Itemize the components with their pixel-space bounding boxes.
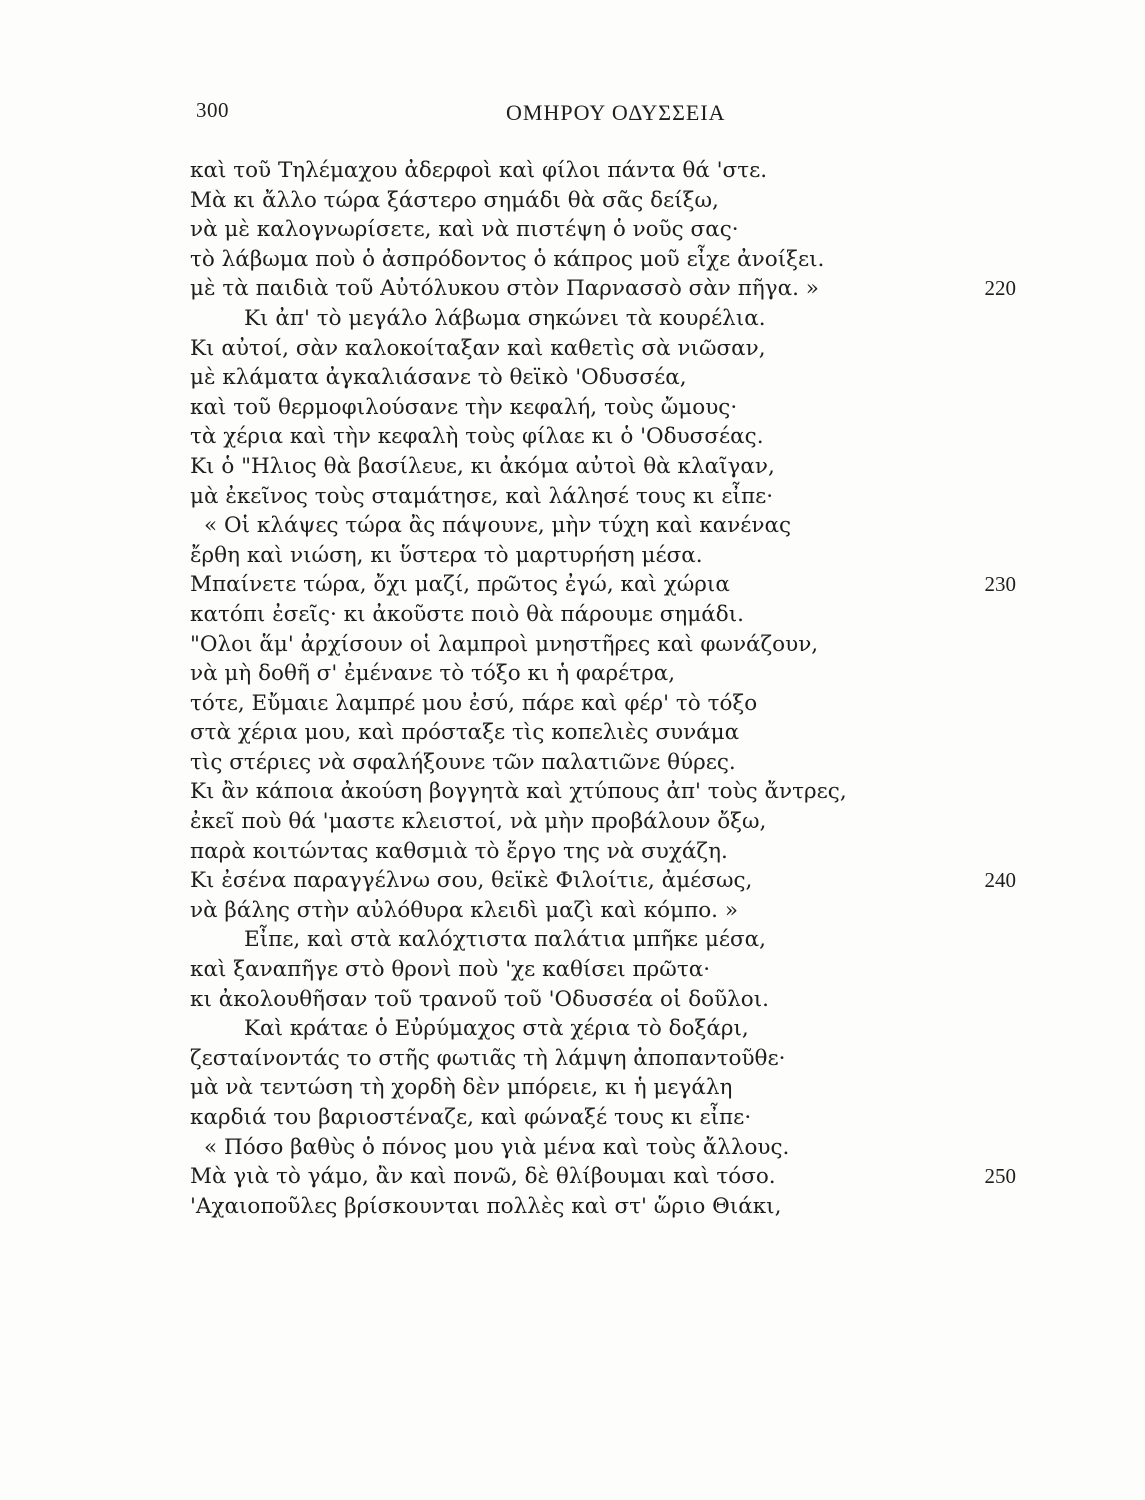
verse-text: τὸ λάβωμα ποὺ ὁ ἀσπρόδοντος ὁ κάπρος μοῦ εἶχε ἀνοίξει. (190, 246, 825, 272)
verse-line (190, 1162, 1030, 1192)
verse-line (190, 1133, 1030, 1163)
verse-text: τότε, Εὔμαιε λαμπρέ μου ἐσύ, πάρε καὶ φέρ' τὸ τόξο (190, 690, 758, 716)
verse-line (190, 393, 1030, 423)
verse-line (190, 274, 1030, 304)
verse-text: Κι αὐτοί, σὰν καλοκοίταξαν καὶ καθετὶς σὰ νιῶσαν, (190, 335, 766, 361)
verse-text: ἐκεῖ ποὺ θά 'μαστε κλειστοί, νὰ μὴν προβάλουν ὄξω, (190, 809, 767, 835)
verse-line (190, 777, 1030, 807)
running-head (196, 98, 756, 130)
verse-text: νὰ βάλης στὴν αὐλόθυρα κλειδὶ μαζὶ καὶ κόμπο. » (190, 897, 738, 923)
line-number: 230 (984, 572, 1016, 597)
verse-line (190, 1073, 1030, 1103)
verse-text: νὰ μὲ καλογνωρίσετε, καὶ νὰ πιστέψη ὁ νοῦς σας· (190, 217, 739, 243)
verse-line (190, 985, 1030, 1015)
verse-text: Κι ὁ "Ηλιος θὰ βασίλευε, κι ἀκόμα αὐτοὶ θὰ κλαῖγαν, (190, 453, 775, 479)
verse-text: καὶ ξαναπῆγε στὸ θρονὶ ποὺ 'χε καθίσει πρῶτα· (190, 957, 711, 983)
verse-text: Μὰ γιὰ τὸ γάμο, ἂν καὶ πονῶ, δὲ θλίβουμαι καὶ τόσο. (190, 1164, 776, 1190)
verse-line (190, 1014, 1030, 1044)
verse-text: "Ολοι ἅμ' ἀρχίσουν οἱ λαμπροὶ μνηστῆρες καὶ φωνάζουν, (190, 631, 819, 657)
verse-line (190, 1103, 1030, 1133)
verse-text: Μπαίνετε τώρα, ὄχι μαζί, πρῶτος ἐγώ, καὶ χώρια (190, 572, 730, 598)
verse-text: νὰ μὴ δοθῆ σ' ἐμένανε τὸ τόξο κι ἡ φαρέτρα, (190, 661, 676, 687)
verse-text: ἔρθη καὶ νιώση, κι ὕστερα τὸ μαρτυρήση μέσα. (190, 542, 703, 568)
line-number: 220 (984, 276, 1016, 301)
verse-text: μὰ νὰ τεντώση τὴ χορδὴ δὲν μπόρειε, κι ἡ μεγάλη (190, 1075, 733, 1101)
line-number: 250 (984, 1164, 1016, 1189)
verse-text: Κι ἂν κάποια ἀκούση βογγητὰ καὶ χτύπους ἀπ' τοὺς ἄντρες, (190, 779, 847, 805)
verse-line (190, 215, 1030, 245)
verse-line (190, 363, 1030, 393)
verse-line (190, 837, 1030, 867)
verse-line (190, 511, 1030, 541)
verse-text: παρὰ κοιτώντας καθσμιὰ τὸ ἔργο της νὰ συχάζη. (190, 838, 728, 864)
verse-line (190, 570, 1030, 600)
verse-text: Εἶπε, καὶ στὰ καλόχτιστα παλάτια μπῆκε μέσα, (244, 927, 767, 953)
verse-text: μὲ κλάματα ἀγκαλιάσανε τὸ θεϊκὸ 'Οδυσσέα, (190, 365, 687, 391)
verse-line (190, 718, 1030, 748)
verse-text: Καὶ κράταε ὁ Εὐρύμαχος στὰ χέρια τὸ δοξάρι, (244, 1016, 749, 1042)
verse-line (190, 334, 1030, 364)
verse-line (190, 955, 1030, 985)
verse-text: μὲ τὰ παιδιὰ τοῦ Αὐτόλυκου στὸν Παρνασσὸ σὰν πῆγα. » (190, 276, 819, 302)
verse-line (190, 422, 1030, 452)
verse-line (190, 1044, 1030, 1074)
verse-text: τὰ χέρια καὶ τὴν κεφαλὴ τοὺς φίλαε κι ὁ 'Οδυσσέας. (190, 424, 764, 450)
book-title: ΟΜΗΡΟΥ ΟΔΥΣΣΕΙΑ (506, 100, 726, 125)
verse-line (190, 245, 1030, 275)
verse-line (190, 541, 1030, 571)
verse-text: μὰ ἐκεῖνος τοὺς σταμάτησε, καὶ λάλησέ τους κι εἶπε· (190, 483, 774, 509)
verse-line (190, 925, 1030, 955)
verse-line (190, 689, 1030, 719)
verse-line (190, 304, 1030, 334)
verse-text: κι ἀκολουθῆσαν τοῦ τρανοῦ τοῦ 'Οδυσσέα οἱ δοῦλοι. (190, 986, 770, 1012)
verse-line (190, 866, 1030, 896)
verse-line (190, 482, 1030, 512)
verse-list (190, 156, 1030, 1221)
verse-text: Κι ἐσένα παραγγέλνω σου, θεϊκὲ Φιλοίτιε, ἀμέσως, (190, 868, 753, 894)
verse-text: τὶς στέριες νὰ σφαλήξουνε τῶν παλατιῶνε θύρες. (190, 749, 736, 775)
verse-line (190, 156, 1030, 186)
line-number: 240 (984, 868, 1016, 893)
verse-line (190, 452, 1030, 482)
verse-text: ζεσταίνοντάς το στῆς φωτιᾶς τὴ λάμψη ἀποπαντοῦθε· (190, 1045, 786, 1071)
verse-text: « Οἱ κλάψες τώρα ἂς πάψουνε, μὴν τύχη καὶ κανένας (204, 513, 792, 539)
verse-line (190, 1192, 1030, 1222)
verse-text: καὶ τοῦ Τηλέμαχου ἀδερφοὶ καὶ φίλοι πάντα θά 'στε. (190, 158, 768, 183)
verse-line (190, 896, 1030, 926)
verse-line (190, 630, 1030, 660)
verse-text: « Πόσο βαθὺς ὁ πόνος μου γιὰ μένα καὶ τοὺς ἄλλους. (204, 1134, 790, 1160)
verse-line (190, 600, 1030, 630)
verse-text: καὶ τοῦ θερμοφιλούσανε τὴν κεφαλή, τοὺς ὤμους· (190, 394, 738, 420)
verse-line (190, 807, 1030, 837)
verse-text: Μὰ κι ἄλλο τώρα ξάστερο σημάδι θὰ σᾶς δείξω, (190, 187, 719, 213)
verse-text: καρδιά του βαριοστέναζε, καὶ φώναξέ τους κι εἶπε· (190, 1105, 752, 1130)
verse-text: Κι ἀπ' τὸ μεγάλο λάβωμα σηκώνει τὰ κουρέλια. (244, 305, 766, 331)
verse-text: κατόπι ἐσεῖς· κι ἀκοῦστε ποιὸ θὰ πάρουμε σημάδι. (190, 601, 744, 627)
verse-text: στὰ χέρια μου, καὶ πρόσταξε τὶς κοπελιὲς συνάμα (190, 720, 740, 746)
verse-line (190, 748, 1030, 778)
verse-text: 'Αχαιοποῦλες βρίσκουνται πολλὲς καὶ στ' ὥριο Θιάκι, (190, 1193, 782, 1219)
verse-line (190, 186, 1030, 216)
verse-line (190, 659, 1030, 689)
page-number: 300 (196, 98, 229, 122)
